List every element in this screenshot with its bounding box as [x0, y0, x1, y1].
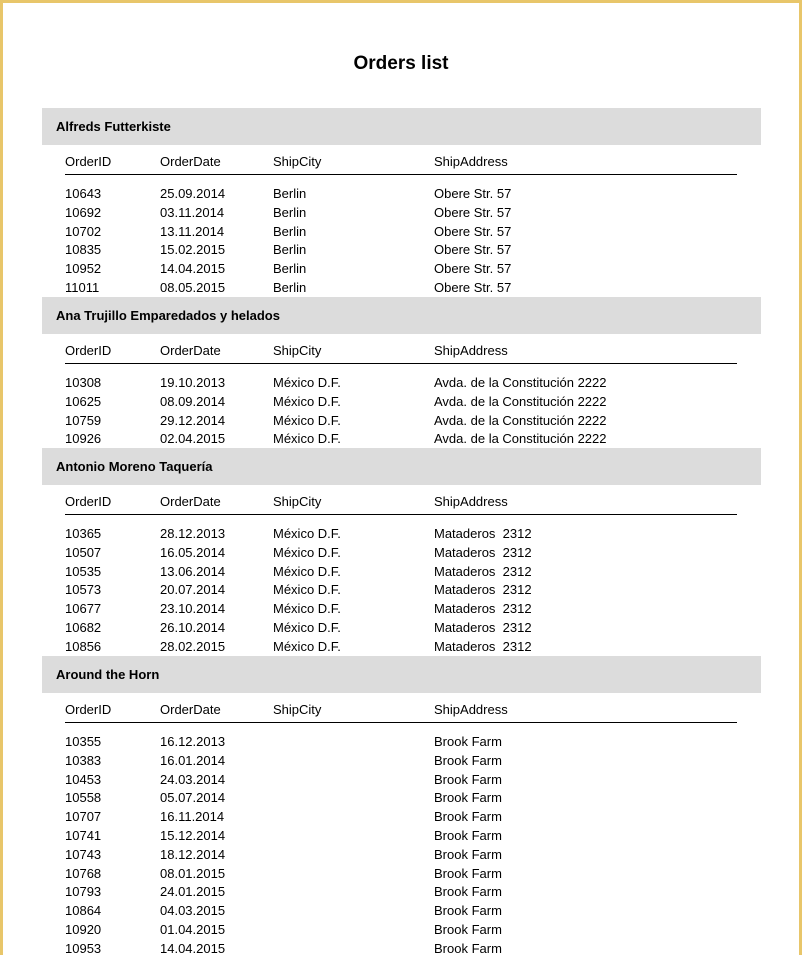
table-row — [65, 826, 737, 845]
cell-shipaddress: Brook Farm — [434, 884, 502, 900]
customer-group — [42, 656, 761, 955]
column-header-row — [65, 693, 737, 723]
cell-shipaddress: Brook Farm — [434, 790, 502, 806]
cell-orderid: 10856 — [65, 638, 102, 654]
column-header-shipaddress: ShipAddress — [434, 494, 508, 509]
cell-shipaddress: Obere Str. 57 — [434, 279, 512, 295]
cell-shipcity: México D.F. — [273, 375, 341, 390]
cell-shipcity: Berlin — [273, 261, 307, 277]
cell-shipaddress: Avda. de la Constitución 2222 — [434, 375, 607, 390]
cell-orderdate: 24.01.2015 — [160, 884, 226, 900]
cell-orderid: 10625 — [65, 393, 102, 409]
column-header-orderid: OrderID — [65, 702, 112, 717]
cell-orderid: 10558 — [65, 790, 102, 806]
group-rows — [65, 373, 737, 448]
customer-group — [42, 297, 761, 448]
cell-orderid: 10864 — [65, 903, 102, 919]
cell-shipaddress: Obere Str. 57 — [434, 242, 512, 258]
cell-orderid: 10692 — [65, 204, 102, 220]
cell-shipcity: Berlin — [273, 204, 307, 220]
cell-orderdate: 08.09.2014 — [160, 393, 226, 409]
cell-orderdate: 08.05.2015 — [160, 279, 226, 295]
table-row — [65, 184, 737, 203]
column-header-shipcity: ShipCity — [273, 343, 322, 358]
cell-shipaddress: Obere Str. 57 — [434, 186, 512, 201]
cell-orderid: 10702 — [65, 223, 102, 239]
cell-shipaddress: Brook Farm — [434, 827, 502, 843]
cell-orderdate: 25.09.2014 — [160, 186, 226, 201]
table-row — [65, 845, 737, 864]
cell-shipcity: México D.F. — [273, 393, 341, 409]
table-row — [65, 770, 737, 789]
cell-shipaddress: Avda. de la Constitución 2222 — [434, 393, 607, 409]
cell-orderid: 10743 — [65, 846, 102, 862]
cell-orderdate: 16.11.2014 — [160, 809, 225, 825]
cell-shipaddress: Obere Str. 57 — [434, 223, 512, 239]
group-header: Alfreds Futterkiste — [42, 108, 761, 145]
cell-shipcity: México D.F. — [273, 563, 341, 579]
column-header-orderdate: OrderDate — [160, 494, 221, 509]
cell-orderdate: 13.06.2014 — [160, 563, 226, 579]
cell-shipaddress: Brook Farm — [434, 903, 502, 919]
cell-shipaddress: Brook Farm — [434, 771, 502, 787]
cell-shipcity: Berlin — [273, 186, 307, 201]
table-row — [65, 618, 737, 637]
cell-orderdate: 24.03.2014 — [160, 771, 226, 787]
column-header-row — [65, 485, 737, 515]
customer-group — [42, 108, 761, 297]
report-title: Orders list — [353, 53, 449, 74]
cell-orderid: 10768 — [65, 865, 102, 881]
group-rows — [65, 524, 737, 656]
table-row — [65, 392, 737, 411]
cell-orderdate: 01.04.2015 — [160, 921, 226, 937]
column-header-row — [65, 145, 737, 175]
cell-orderid: 10952 — [65, 261, 102, 277]
table-row — [65, 240, 737, 259]
table-row — [65, 203, 737, 222]
column-header-orderdate: OrderDate — [160, 154, 221, 169]
table-row — [65, 580, 737, 599]
cell-orderdate: 16.12.2013 — [160, 734, 226, 749]
column-header-orderdate: OrderDate — [160, 343, 221, 358]
column-header-orderid: OrderID — [65, 154, 112, 169]
cell-orderdate: 02.04.2015 — [160, 431, 226, 447]
table-row — [65, 562, 737, 581]
cell-orderid: 10365 — [65, 526, 102, 541]
cell-shipaddress: Avda. de la Constitución 2222 — [434, 412, 607, 428]
cell-orderdate: 20.07.2014 — [160, 582, 226, 598]
table-row — [65, 278, 737, 297]
cell-orderid: 10677 — [65, 601, 102, 617]
group-header: Antonio Moreno Taquería — [42, 448, 761, 485]
cell-shipaddress: Avda. de la Constitución 2222 — [434, 431, 607, 447]
cell-shipaddress: Mataderos 2312 — [434, 601, 532, 617]
cell-shipaddress: Mataderos 2312 — [434, 619, 532, 635]
cell-orderid: 10535 — [65, 563, 102, 579]
column-header-shipaddress: ShipAddress — [434, 702, 508, 717]
cell-orderid: 10926 — [65, 431, 102, 447]
cell-orderid: 10507 — [65, 544, 102, 560]
column-header-orderid: OrderID — [65, 343, 112, 358]
cell-orderid: 10355 — [65, 734, 102, 749]
cell-orderdate: 08.01.2015 — [160, 865, 226, 881]
table-row — [65, 920, 737, 939]
table-row — [65, 373, 737, 392]
cell-orderdate: 16.05.2014 — [160, 544, 226, 560]
cell-orderid: 10741 — [65, 827, 102, 843]
cell-shipcity: Berlin — [273, 279, 307, 295]
cell-shipaddress: Brook Farm — [434, 752, 502, 768]
table-row — [65, 222, 737, 241]
cell-orderid: 10707 — [65, 809, 102, 825]
table-row — [65, 751, 737, 770]
table-row — [65, 788, 737, 807]
cell-shipaddress: Obere Str. 57 — [434, 204, 512, 220]
cell-orderdate: 19.10.2013 — [160, 375, 226, 390]
cell-orderdate: 28.12.2013 — [160, 526, 226, 541]
cell-orderdate: 04.03.2015 — [160, 903, 226, 919]
cell-orderid: 10573 — [65, 582, 102, 598]
table-row — [65, 882, 737, 901]
cell-shipaddress: Brook Farm — [434, 809, 502, 825]
cell-orderdate: 13.11.2014 — [160, 223, 225, 239]
cell-orderdate: 29.12.2014 — [160, 412, 226, 428]
group-rows — [65, 732, 737, 955]
cell-orderdate: 03.11.2014 — [160, 204, 225, 220]
table-row — [65, 939, 737, 955]
cell-orderid: 10308 — [65, 375, 102, 390]
cell-orderid: 10759 — [65, 412, 102, 428]
table-row — [65, 807, 737, 826]
column-header-orderdate: OrderDate — [160, 702, 221, 717]
cell-orderid: 10682 — [65, 619, 102, 635]
cell-orderid: 10793 — [65, 884, 102, 900]
column-header-shipcity: ShipCity — [273, 702, 322, 717]
table-row — [65, 599, 737, 618]
column-header-row — [65, 334, 737, 364]
cell-shipaddress: Mataderos 2312 — [434, 638, 532, 654]
cell-orderid: 11011 — [65, 279, 100, 295]
cell-orderid: 10835 — [65, 242, 102, 258]
cell-orderdate: 28.02.2015 — [160, 638, 226, 654]
cell-shipcity: Berlin — [273, 242, 307, 258]
cell-shipaddress: Brook Farm — [434, 865, 502, 881]
column-header-shipcity: ShipCity — [273, 494, 322, 509]
cell-shipcity: México D.F. — [273, 582, 341, 598]
cell-shipcity: México D.F. — [273, 601, 341, 617]
table-row — [65, 543, 737, 562]
cell-shipaddress: Mataderos 2312 — [434, 526, 532, 541]
cell-shipaddress: Brook Farm — [434, 846, 502, 862]
customer-group — [42, 448, 761, 656]
column-header-shipaddress: ShipAddress — [434, 343, 508, 358]
column-header-orderid: OrderID — [65, 494, 112, 509]
table-row — [65, 429, 737, 448]
group-rows — [65, 184, 737, 297]
cell-shipcity: México D.F. — [273, 619, 341, 635]
cell-shipaddress: Brook Farm — [434, 940, 502, 955]
cell-orderdate: 16.01.2014 — [160, 752, 226, 768]
cell-shipaddress: Brook Farm — [434, 734, 502, 749]
cell-shipaddress: Mataderos 2312 — [434, 582, 532, 598]
cell-shipcity: México D.F. — [273, 431, 341, 447]
cell-shipcity: Berlin — [273, 223, 307, 239]
cell-orderid: 10920 — [65, 921, 102, 937]
cell-shipcity: México D.F. — [273, 412, 341, 428]
column-header-shipaddress: ShipAddress — [434, 154, 508, 169]
group-header: Around the Horn — [42, 656, 761, 693]
table-row — [65, 901, 737, 920]
cell-shipaddress: Brook Farm — [434, 921, 502, 937]
cell-orderdate: 14.04.2015 — [160, 940, 226, 955]
cell-orderdate: 23.10.2014 — [160, 601, 226, 617]
group-header: Ana Trujillo Emparedados y helados — [42, 297, 761, 334]
cell-shipaddress: Mataderos 2312 — [434, 563, 532, 579]
cell-orderdate: 26.10.2014 — [160, 619, 226, 635]
cell-orderdate: 14.04.2015 — [160, 261, 226, 277]
cell-shipcity: México D.F. — [273, 638, 341, 654]
cell-orderid: 10643 — [65, 186, 102, 201]
cell-shipcity: México D.F. — [273, 544, 341, 560]
table-row — [65, 864, 737, 883]
table-row — [65, 524, 737, 543]
table-row — [65, 411, 737, 430]
cell-orderid: 10953 — [65, 940, 102, 955]
cell-orderdate: 05.07.2014 — [160, 790, 226, 806]
cell-shipaddress: Obere Str. 57 — [434, 261, 512, 277]
table-row — [65, 259, 737, 278]
cell-orderdate: 15.02.2015 — [160, 242, 226, 258]
cell-orderdate: 18.12.2014 — [160, 846, 226, 862]
cell-shipcity: México D.F. — [273, 526, 341, 541]
cell-orderid: 10453 — [65, 771, 102, 787]
cell-orderid: 10383 — [65, 752, 102, 768]
table-row — [65, 732, 737, 751]
table-row — [65, 637, 737, 656]
cell-orderdate: 15.12.2014 — [160, 827, 226, 843]
column-header-shipcity: ShipCity — [273, 154, 322, 169]
cell-shipaddress: Mataderos 2312 — [434, 544, 532, 560]
